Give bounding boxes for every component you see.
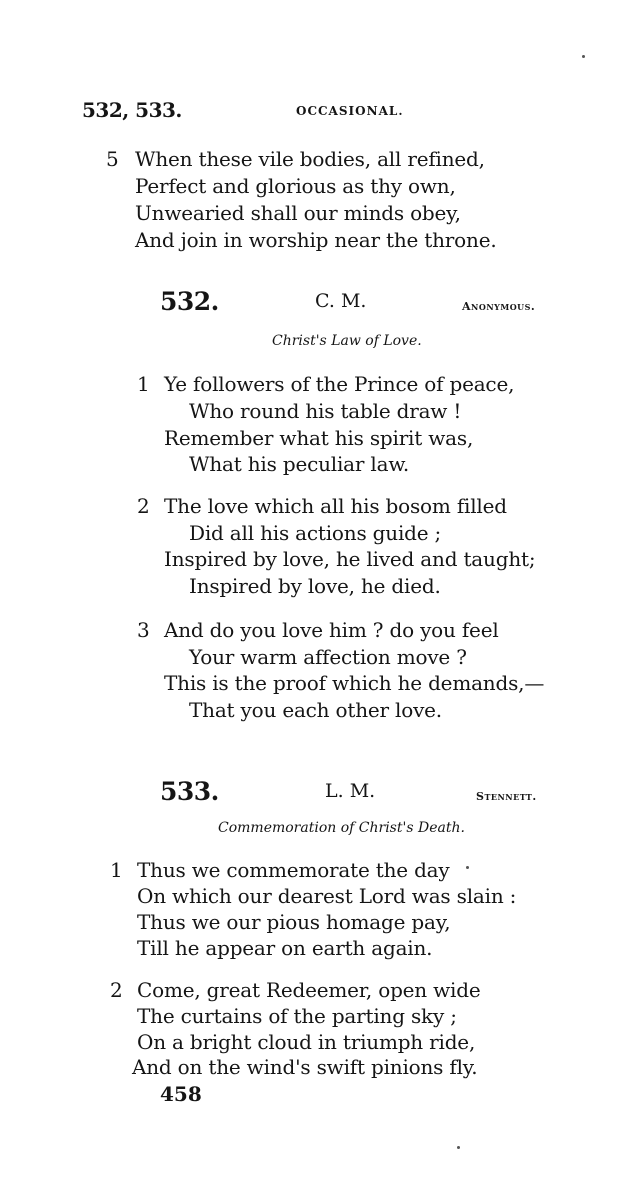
hymn-author: Anonymous. bbox=[462, 300, 536, 313]
verse-line: Thus we our pious homage pay, bbox=[137, 910, 451, 934]
verse-number: 1 bbox=[137, 372, 150, 396]
scan-speck bbox=[582, 55, 585, 58]
verse-line: Come, great Redeemer, open wide bbox=[137, 978, 481, 1002]
hymn-meter: C. M. bbox=[315, 290, 367, 312]
verse-line: Your warm affection move ? bbox=[189, 645, 467, 669]
hymn-number: 533. bbox=[160, 777, 219, 806]
verse-line: And do you love him ? do you feel bbox=[164, 618, 499, 642]
verse-line: Did all his actions guide ; bbox=[189, 521, 442, 545]
verse-line: Remember what his spirit was, bbox=[164, 426, 474, 450]
verse-line: The curtains of the parting sky ; bbox=[137, 1004, 457, 1028]
hymn-meter: L. M. bbox=[325, 780, 376, 802]
hymn-number: 532. bbox=[160, 287, 219, 316]
verse-line: And on the wind's swift pinions fly. bbox=[132, 1055, 478, 1079]
verse-number: 2 bbox=[137, 494, 150, 518]
hymn-title: Christ's Law of Love. bbox=[272, 333, 422, 349]
verse-line: Ye followers of the Prince of peace, bbox=[164, 372, 515, 396]
verse-line: Who round his table draw ! bbox=[189, 399, 462, 423]
verse-line: The love which all his bosom filled bbox=[164, 494, 507, 518]
verse-line: And join in worship near the throne. bbox=[135, 228, 497, 252]
verse-line: This is the proof which he demands,— bbox=[164, 671, 545, 695]
verse-line: That you each other love. bbox=[189, 698, 442, 722]
verse-line: What his peculiar law. bbox=[189, 452, 410, 476]
verse-number: 1 bbox=[110, 858, 123, 882]
hymn-title: Commemoration of Christ's Death. bbox=[218, 820, 465, 836]
verse-line: On which our dearest Lord was slain : bbox=[137, 884, 517, 908]
verse-line: Till he appear on earth again. bbox=[137, 936, 433, 960]
verse-number: 2 bbox=[110, 978, 123, 1002]
verse-line: Inspired by love, he lived and taught; bbox=[164, 547, 536, 571]
verse-line: When these vile bodies, all refined, bbox=[135, 147, 485, 171]
verse-number: 3 bbox=[137, 618, 150, 642]
verse-line: Perfect and glorious as thy own, bbox=[135, 174, 456, 198]
scan-speck bbox=[457, 1146, 460, 1149]
header-section-title: OCCASIONAL. bbox=[296, 104, 404, 118]
verse-number: 5 bbox=[106, 147, 119, 171]
header-hymn-numbers: 532, 533. bbox=[82, 98, 182, 122]
verse-line: On a bright cloud in triumph ride, bbox=[137, 1030, 476, 1054]
verse-line: Thus we commemorate the day bbox=[137, 858, 450, 882]
scan-speck bbox=[466, 866, 469, 869]
page-number: 458 bbox=[160, 1082, 202, 1106]
hymn-author: Stennett. bbox=[476, 790, 537, 803]
verse-line: Unwearied shall our minds obey, bbox=[135, 201, 461, 225]
verse-line: Inspired by love, he died. bbox=[189, 574, 441, 598]
